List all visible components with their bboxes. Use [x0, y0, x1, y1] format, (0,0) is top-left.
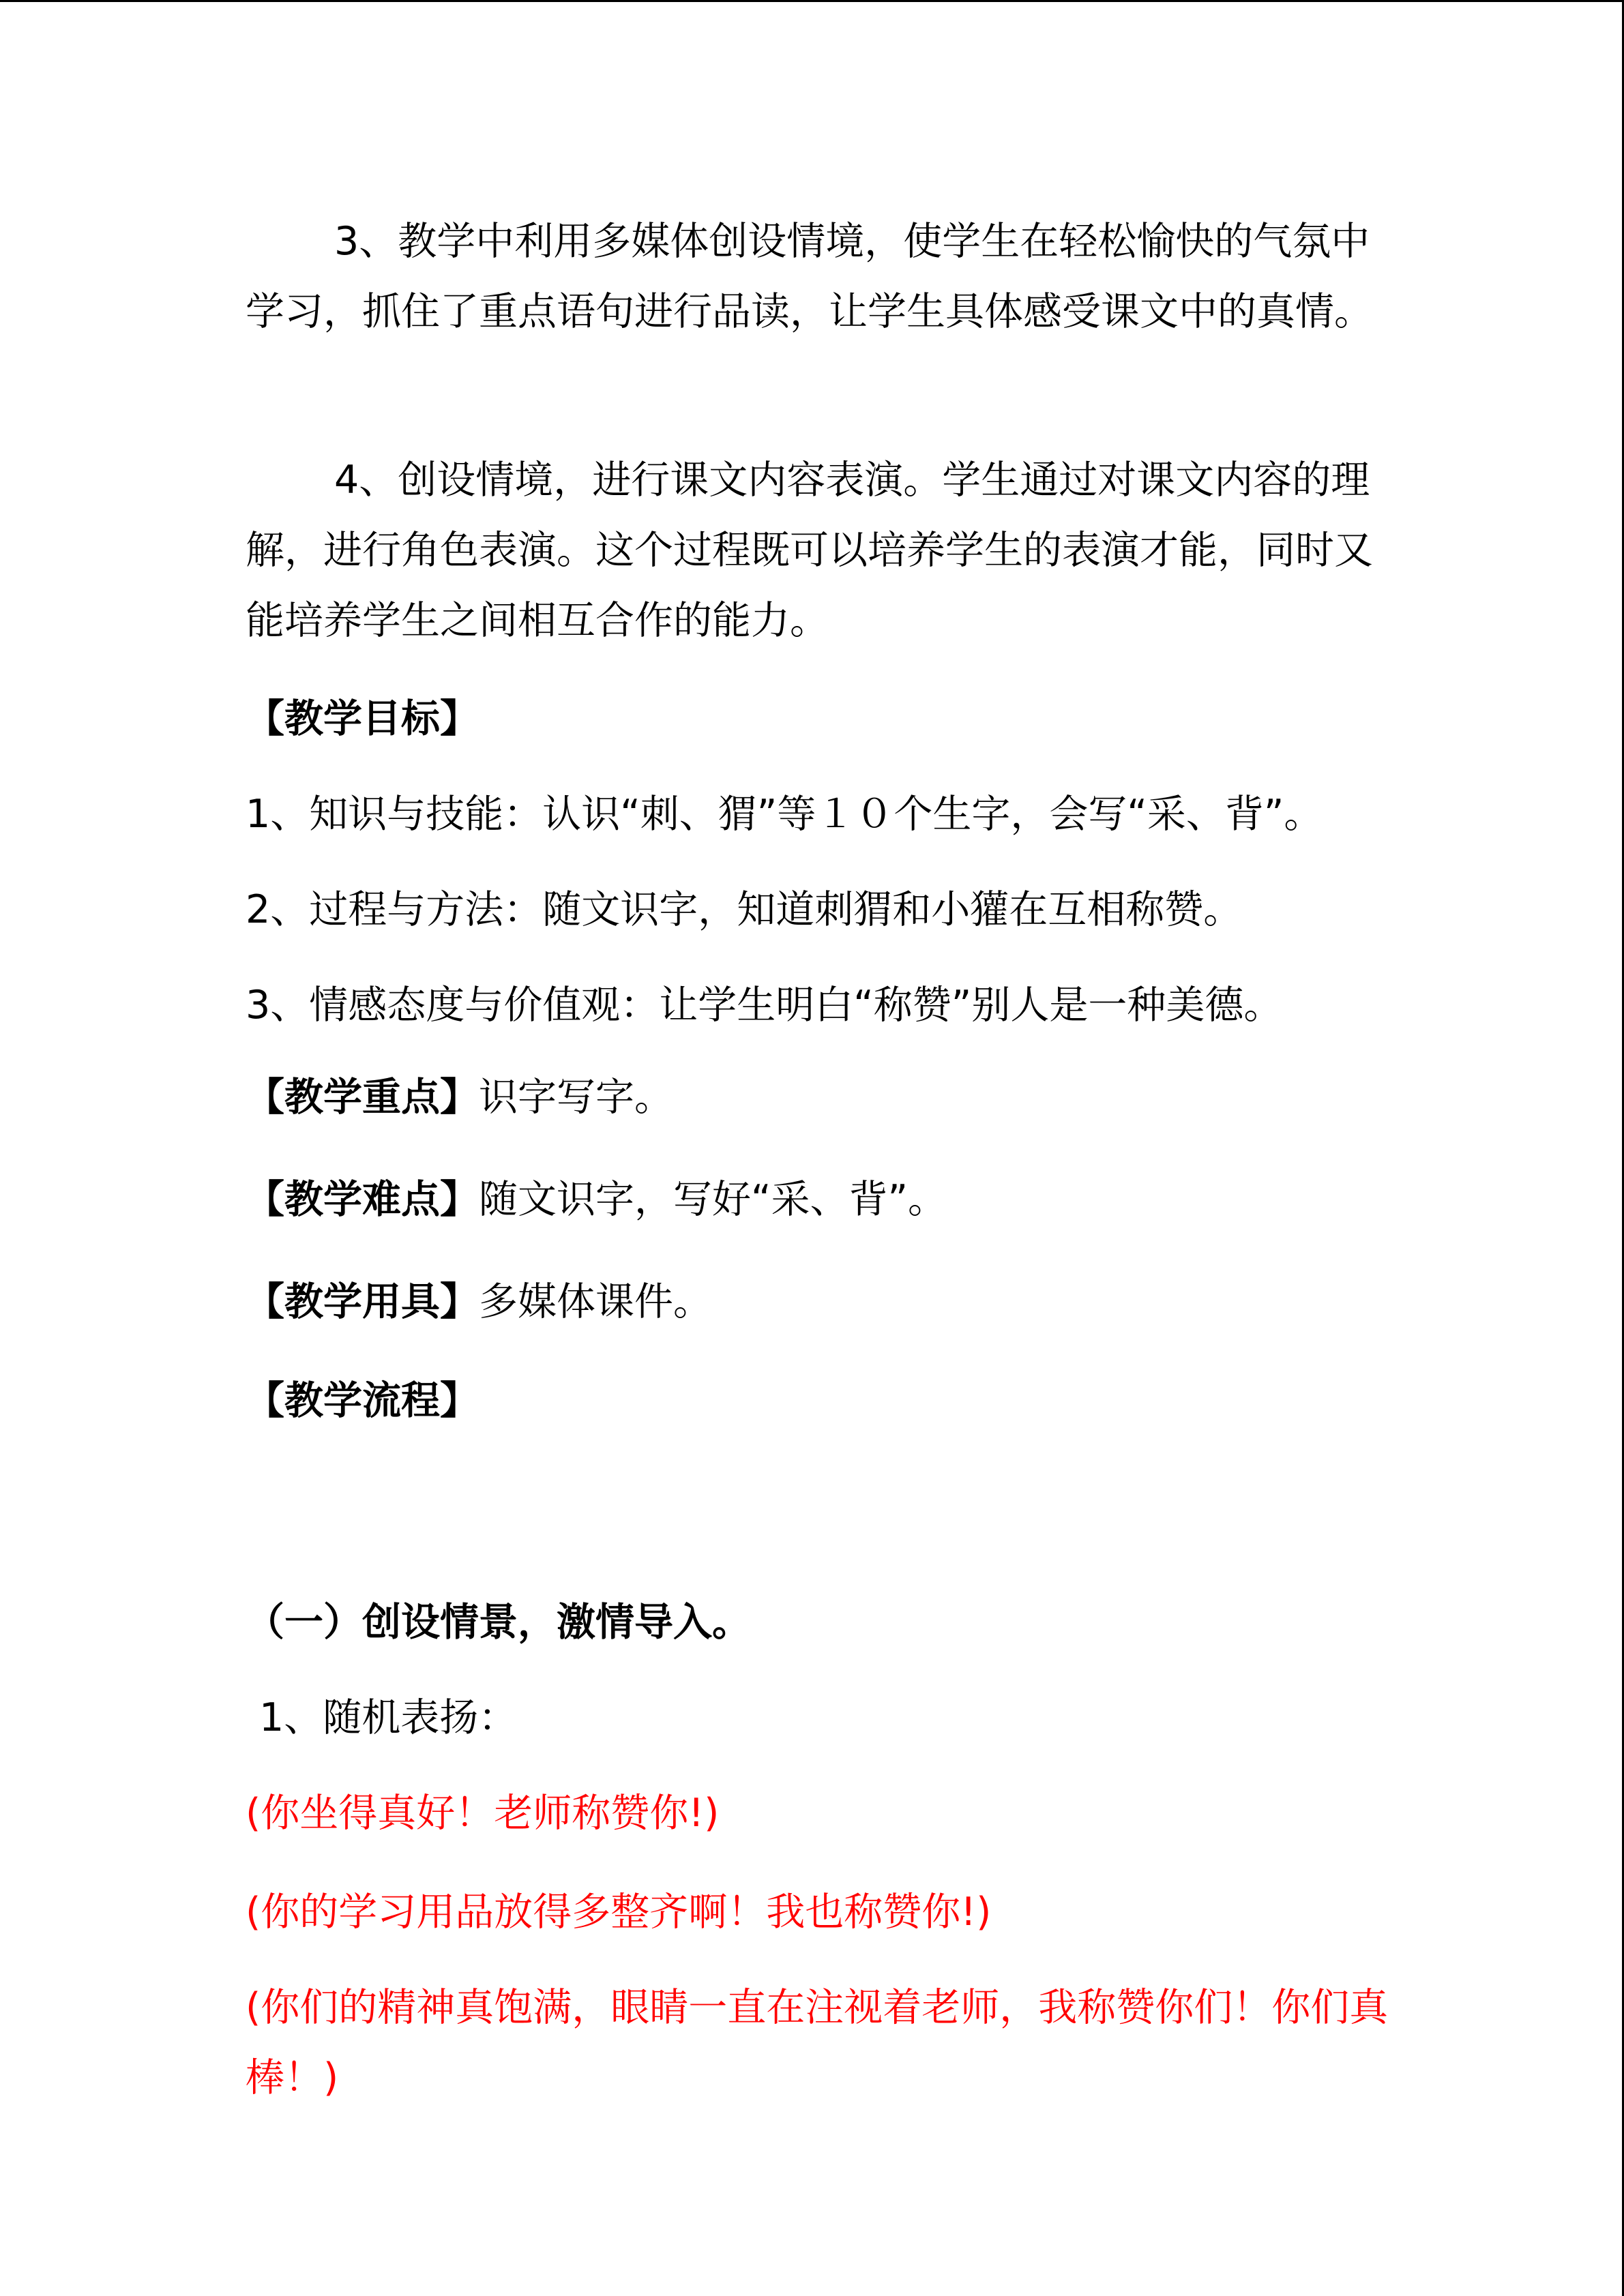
teaching-flow-heading: 【教学流程】: [246, 1378, 479, 1423]
paragraph-point-3: 3、教学中利用多媒体创设情境，使学生在轻松愉快的气氛中学习，抓住了重点语句进行品读，让学生具体感受课文中的真情。: [246, 219, 1373, 334]
goal-item-1: 1、知识与技能：认识“刺、猬”等１０个生字，会写“采、背”。: [246, 792, 1323, 837]
praise-intro: 1、随机表扬：: [259, 1695, 518, 1740]
teaching-difficult-text: 随文识字，写好“采、背”。: [479, 1177, 947, 1222]
teaching-tools: [246, 1267, 712, 1337]
teaching-difficult-label: 【教学难点】: [246, 1177, 479, 1222]
teaching-key-point: [246, 1062, 673, 1133]
praise-example-2: (你的学习用品放得多整齐啊！我也称赞你!): [246, 1890, 992, 1935]
teaching-key-label: 【教学重点】: [246, 1075, 479, 1120]
teaching-tools-text: 多媒体课件。: [479, 1279, 712, 1324]
teaching-goals-heading: 【教学目标】: [246, 696, 479, 741]
paragraph-point-4: 4、创设情境，进行课文内容表演。学生通过对课文内容的理解，进行角色表演。这个过程既可以培养学生的表演才能，同时又能培养学生之间相互合作的能力。: [246, 458, 1373, 643]
teaching-difficult-point: [246, 1165, 947, 1235]
teaching-key-text: 识字写字。: [479, 1075, 673, 1120]
praise-example-1: (你坐得真好！老师称赞你!): [246, 1791, 720, 1836]
goal-item-3: 3、情感态度与价值观：让学生明白“称赞”别人是一种美德。: [246, 983, 1283, 1028]
teaching-tools-label: 【教学用具】: [246, 1279, 479, 1324]
section-heading-1: （一）创设情景，激情导入。: [246, 1600, 751, 1645]
goal-item-2: 2、过程与方法：随文识字，知道刺猬和小獾在互相称赞。: [246, 887, 1243, 932]
praise-example-3: (你们的精神真饱满，眼睛一直在注视着老师，我称赞你们！你们真棒！): [246, 1985, 1389, 2100]
